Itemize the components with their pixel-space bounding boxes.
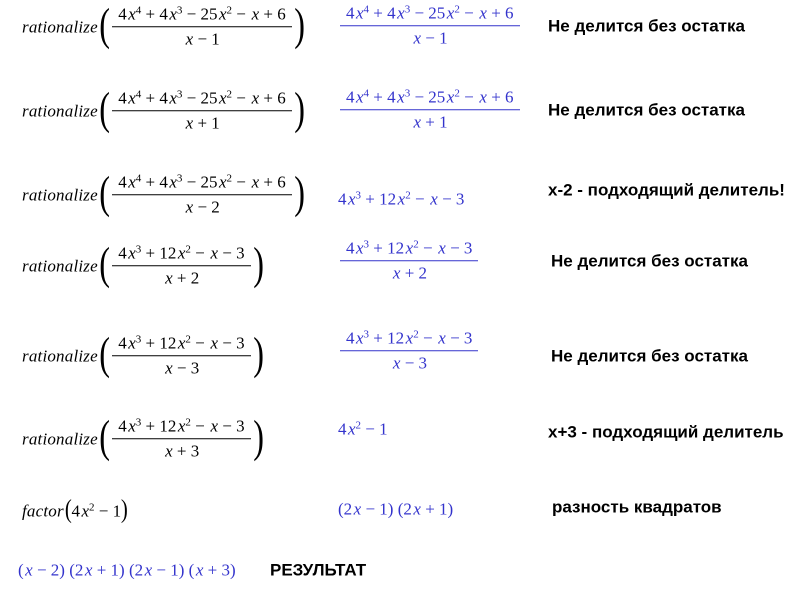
- math-variable: x: [165, 441, 173, 461]
- math-variable: x: [348, 189, 356, 209]
- math-number: + 1): [420, 499, 454, 519]
- math-number: 4: [346, 3, 355, 23]
- math-exponent: 2: [185, 333, 191, 346]
- math-number: − 25: [410, 3, 446, 23]
- numerator: [340, 1, 520, 26]
- math-number: 4: [118, 243, 127, 263]
- math-variable: x: [210, 333, 219, 353]
- math-number: + 12: [369, 328, 405, 348]
- math-exponent: 3: [135, 416, 142, 429]
- math-number: − 25: [182, 88, 218, 108]
- annotation-text: РЕЗУЛЬТАТ: [270, 560, 367, 580]
- math-variable: x: [348, 419, 356, 439]
- math-variable: x: [251, 172, 260, 192]
- math-input-expression[interactable]: rationalize( $\frac{4x^3 + 12x^2 - x - 3}{x + 3}$ ): [22, 410, 264, 461]
- math-variable: x: [128, 333, 136, 353]
- math-number: 4: [118, 172, 127, 192]
- fraction: [340, 1, 520, 49]
- math-variable: x: [169, 88, 177, 108]
- numerator: [112, 170, 292, 195]
- function-name: rationalize: [22, 255, 98, 275]
- math-number: − 1: [193, 29, 220, 49]
- denominator: [112, 440, 250, 462]
- math-exponent: 4: [135, 172, 142, 185]
- math-variable: x: [413, 28, 421, 48]
- math-number: − 3: [218, 416, 245, 436]
- math-exponent: 4: [135, 88, 142, 101]
- math-variable: x: [165, 358, 173, 378]
- math-exponent: 2: [454, 3, 460, 16]
- math-exponent: 3: [176, 172, 183, 185]
- math-exponent: 3: [135, 243, 142, 256]
- math-variable: x: [218, 4, 227, 24]
- denominator: [112, 28, 292, 50]
- numerator: [112, 2, 292, 27]
- denominator: [340, 27, 520, 49]
- math-exponent: 3: [176, 88, 183, 101]
- math-number: + 12: [369, 238, 405, 258]
- math-exponent: 2: [89, 502, 95, 514]
- math-variable: x: [353, 499, 362, 519]
- math-variable: x: [177, 416, 186, 436]
- math-number: −: [190, 243, 209, 263]
- math-variable: x: [210, 416, 219, 436]
- math-variable: x: [128, 88, 136, 108]
- math-variable: x: [397, 189, 406, 209]
- math-variable: x: [356, 328, 364, 348]
- function-name: rationalize: [22, 184, 98, 204]
- math-number: − 2): [32, 560, 70, 580]
- math-exponent: 2: [185, 243, 191, 256]
- math-variable: x: [185, 29, 194, 49]
- math-number: (2: [69, 560, 84, 580]
- math-number: − 25: [182, 172, 218, 192]
- math-variable: x: [405, 238, 414, 258]
- math-number: − 1: [361, 419, 388, 439]
- math-number: + 6: [486, 3, 514, 23]
- math-variable: x: [438, 238, 446, 258]
- math-number: + 4: [369, 87, 396, 107]
- math-output-expression: [338, 3, 522, 51]
- math-variable: x: [218, 88, 227, 108]
- math-exponent: 4: [363, 87, 370, 100]
- math-variable: x: [405, 328, 414, 348]
- math-number: (2: [338, 499, 353, 519]
- math-variable: x: [177, 243, 186, 263]
- math-number: − 3: [445, 328, 473, 348]
- math-output-expression: [338, 87, 522, 135]
- math-variable: x: [177, 333, 186, 353]
- math-variable: x: [251, 4, 260, 24]
- annotation-text: x+3 - подходящий делитель: [548, 422, 784, 442]
- math-number: + 12: [141, 333, 177, 353]
- math-number: + 3: [172, 441, 200, 461]
- annotation-text: Не делится без остатка: [548, 100, 745, 120]
- function-name: factor: [22, 501, 64, 521]
- math-number: − 1: [94, 501, 122, 521]
- fraction: [112, 331, 250, 379]
- math-number: + 4: [141, 4, 168, 24]
- math-exponent: 4: [363, 3, 370, 16]
- math-number: + 6: [259, 172, 286, 192]
- math-input-expression[interactable]: rationalize( $\frac{4x^3 + 12x^2 - x - 3}{x + 2}$ ): [22, 237, 264, 288]
- math-variable: x: [251, 88, 260, 108]
- function-name: rationalize: [22, 100, 98, 120]
- function-name: rationalize: [22, 428, 98, 448]
- annotation-text: x-2 - подходящий делитель!: [548, 180, 785, 200]
- numerator: [112, 414, 250, 439]
- math-number: + 4: [141, 88, 168, 108]
- math-number: + 1: [421, 112, 448, 132]
- math-variable: x: [392, 263, 401, 283]
- math-variable: x: [169, 4, 177, 24]
- math-input-expression[interactable]: rationalize( $\frac{4x^3 + 12x^2 - x - 3}{x - 3}$ ): [22, 327, 264, 378]
- math-number: + 1: [193, 113, 220, 133]
- math-number: −: [232, 4, 251, 24]
- math-input-expression[interactable]: rationalize( $\frac{4x^4 + 4x^3 - 25x^2 - x + 6}{x + 1}$ ): [22, 82, 305, 133]
- math-output-expression: [338, 328, 480, 376]
- math-exponent: 2: [413, 328, 419, 341]
- math-variable: x: [397, 87, 405, 107]
- math-number: + 12: [141, 243, 177, 263]
- math-variable: x: [128, 4, 136, 24]
- math-number: − 2: [193, 197, 220, 217]
- math-number: − 25: [410, 87, 446, 107]
- fraction: [340, 236, 478, 284]
- math-number: (: [188, 560, 195, 580]
- math-number: + 3): [203, 560, 236, 580]
- math-number: 4: [338, 419, 347, 439]
- math-variable: x: [413, 499, 421, 519]
- denominator: [340, 111, 520, 133]
- denominator: [340, 352, 478, 374]
- math-output-expression: [18, 562, 236, 581]
- denominator: [112, 267, 250, 289]
- math-variable: x: [144, 560, 153, 580]
- math-input-expression[interactable]: $factor(4x^2 - 1)$: [22, 494, 128, 524]
- math-number: + 12: [141, 416, 177, 436]
- math-number: + 4: [369, 3, 396, 23]
- math-number: − 1: [421, 28, 448, 48]
- math-variable: x: [356, 3, 364, 23]
- math-exponent: 2: [355, 420, 362, 432]
- annotation-text: Не делится без остатка: [548, 16, 745, 36]
- math-number: − 3: [172, 358, 200, 378]
- math-number: −: [418, 238, 437, 258]
- math-variable: x: [128, 172, 136, 192]
- math-exponent: 3: [176, 4, 183, 17]
- fraction: [340, 326, 478, 374]
- math-variable: x: [446, 3, 455, 23]
- math-number: + 12: [361, 189, 397, 209]
- math-number: 4: [118, 416, 127, 436]
- math-number: 4: [71, 501, 80, 521]
- math-number: + 6: [486, 87, 514, 107]
- math-number: − 1): [152, 560, 189, 580]
- math-variable: x: [185, 197, 194, 217]
- math-exponent: 2: [226, 4, 233, 17]
- math-number: −: [232, 172, 251, 192]
- fraction: [112, 241, 250, 289]
- math-variable: x: [438, 328, 446, 348]
- math-number: 4: [346, 328, 355, 348]
- math-number: (: [18, 560, 24, 580]
- annotation-text: Не делится без остатка: [551, 251, 748, 271]
- denominator: [112, 112, 292, 134]
- math-number: − 3: [437, 189, 465, 209]
- math-output-expression: [338, 421, 388, 440]
- numerator: [112, 331, 250, 356]
- math-exponent: 3: [363, 328, 370, 341]
- math-number: 4: [346, 87, 355, 107]
- math-exponent: 2: [454, 87, 460, 100]
- math-exponent: 2: [405, 190, 411, 202]
- math-exponent: 3: [135, 333, 142, 346]
- math-variable: x: [397, 3, 405, 23]
- math-variable: x: [479, 3, 487, 23]
- math-number: 4: [346, 238, 355, 258]
- math-number: −: [190, 333, 209, 353]
- math-number: − 3: [400, 353, 428, 373]
- math-number: −: [190, 416, 209, 436]
- math-number: (2: [128, 560, 144, 580]
- fraction: [340, 85, 520, 133]
- math-variable: x: [195, 560, 204, 580]
- math-variable: x: [128, 416, 136, 436]
- math-number: + 4: [141, 172, 168, 192]
- math-number: −: [410, 189, 429, 209]
- math-variable: x: [169, 172, 177, 192]
- math-number: − 1): [361, 499, 398, 519]
- denominator: [340, 262, 478, 284]
- math-variable: x: [446, 87, 455, 107]
- math-variable: x: [356, 87, 364, 107]
- math-number: + 2: [400, 263, 428, 283]
- function-name: rationalize: [22, 345, 98, 365]
- math-number: − 3: [218, 243, 245, 263]
- math-number: 4: [118, 4, 127, 24]
- math-number: (2: [397, 499, 412, 519]
- math-exponent: 3: [404, 87, 411, 100]
- math-variable: x: [356, 238, 364, 258]
- math-number: − 3: [445, 238, 473, 258]
- math-number: − 3: [218, 333, 245, 353]
- math-number: + 1): [92, 560, 129, 580]
- math-variable: x: [25, 560, 33, 580]
- math-exponent: 2: [226, 172, 233, 185]
- annotation-text: разность квадратов: [552, 497, 722, 517]
- math-variable: x: [210, 243, 219, 263]
- fraction: [112, 86, 292, 134]
- math-number: + 6: [259, 88, 286, 108]
- math-input-expression[interactable]: rationalize( $\frac{4x^4 + 4x^3 - 25x^2 - x + 6}{x - 1}$ ): [22, 0, 305, 49]
- math-exponent: 3: [404, 3, 411, 16]
- math-exponent: 2: [226, 88, 233, 101]
- annotation-text: Не делится без остатка: [551, 346, 748, 366]
- math-number: − 25: [182, 4, 218, 24]
- fraction: [112, 170, 292, 218]
- math-output-expression: [338, 501, 453, 520]
- math-variable: x: [218, 172, 227, 192]
- function-name: rationalize: [22, 16, 98, 36]
- math-number: −: [459, 3, 478, 23]
- math-number: + 2: [172, 268, 200, 288]
- math-exponent: 3: [355, 190, 362, 202]
- numerator: [340, 326, 478, 351]
- fraction: [112, 414, 250, 462]
- numerator: [340, 85, 520, 110]
- math-output-expression: [338, 238, 480, 286]
- denominator: [112, 357, 250, 379]
- math-number: −: [232, 88, 251, 108]
- math-variable: x: [128, 243, 136, 263]
- math-variable: x: [430, 189, 438, 209]
- numerator: [112, 241, 250, 266]
- math-variable: x: [81, 501, 90, 521]
- math-number: 4: [118, 88, 127, 108]
- numerator: [112, 86, 292, 111]
- math-exponent: 2: [185, 416, 191, 429]
- denominator: [112, 196, 292, 218]
- math-number: 4: [118, 333, 127, 353]
- math-exponent: 3: [363, 238, 370, 251]
- math-variable: x: [413, 112, 421, 132]
- math-input-expression[interactable]: rationalize( $\frac{4x^4 + 4x^3 - 25x^2 - x + 6}{x - 2}$ ): [22, 166, 305, 217]
- math-number: 4: [338, 189, 347, 209]
- fraction: [112, 2, 292, 50]
- numerator: [340, 236, 478, 261]
- math-output-expression: [338, 191, 464, 210]
- math-variable: x: [479, 87, 487, 107]
- math-variable: x: [185, 113, 194, 133]
- math-exponent: 2: [413, 238, 419, 251]
- math-variable: x: [165, 268, 173, 288]
- math-number: −: [459, 87, 478, 107]
- math-exponent: 4: [135, 4, 142, 17]
- math-number: + 6: [259, 4, 286, 24]
- math-variable: x: [392, 353, 401, 373]
- math-number: −: [418, 328, 437, 348]
- math-variable: x: [84, 560, 93, 580]
